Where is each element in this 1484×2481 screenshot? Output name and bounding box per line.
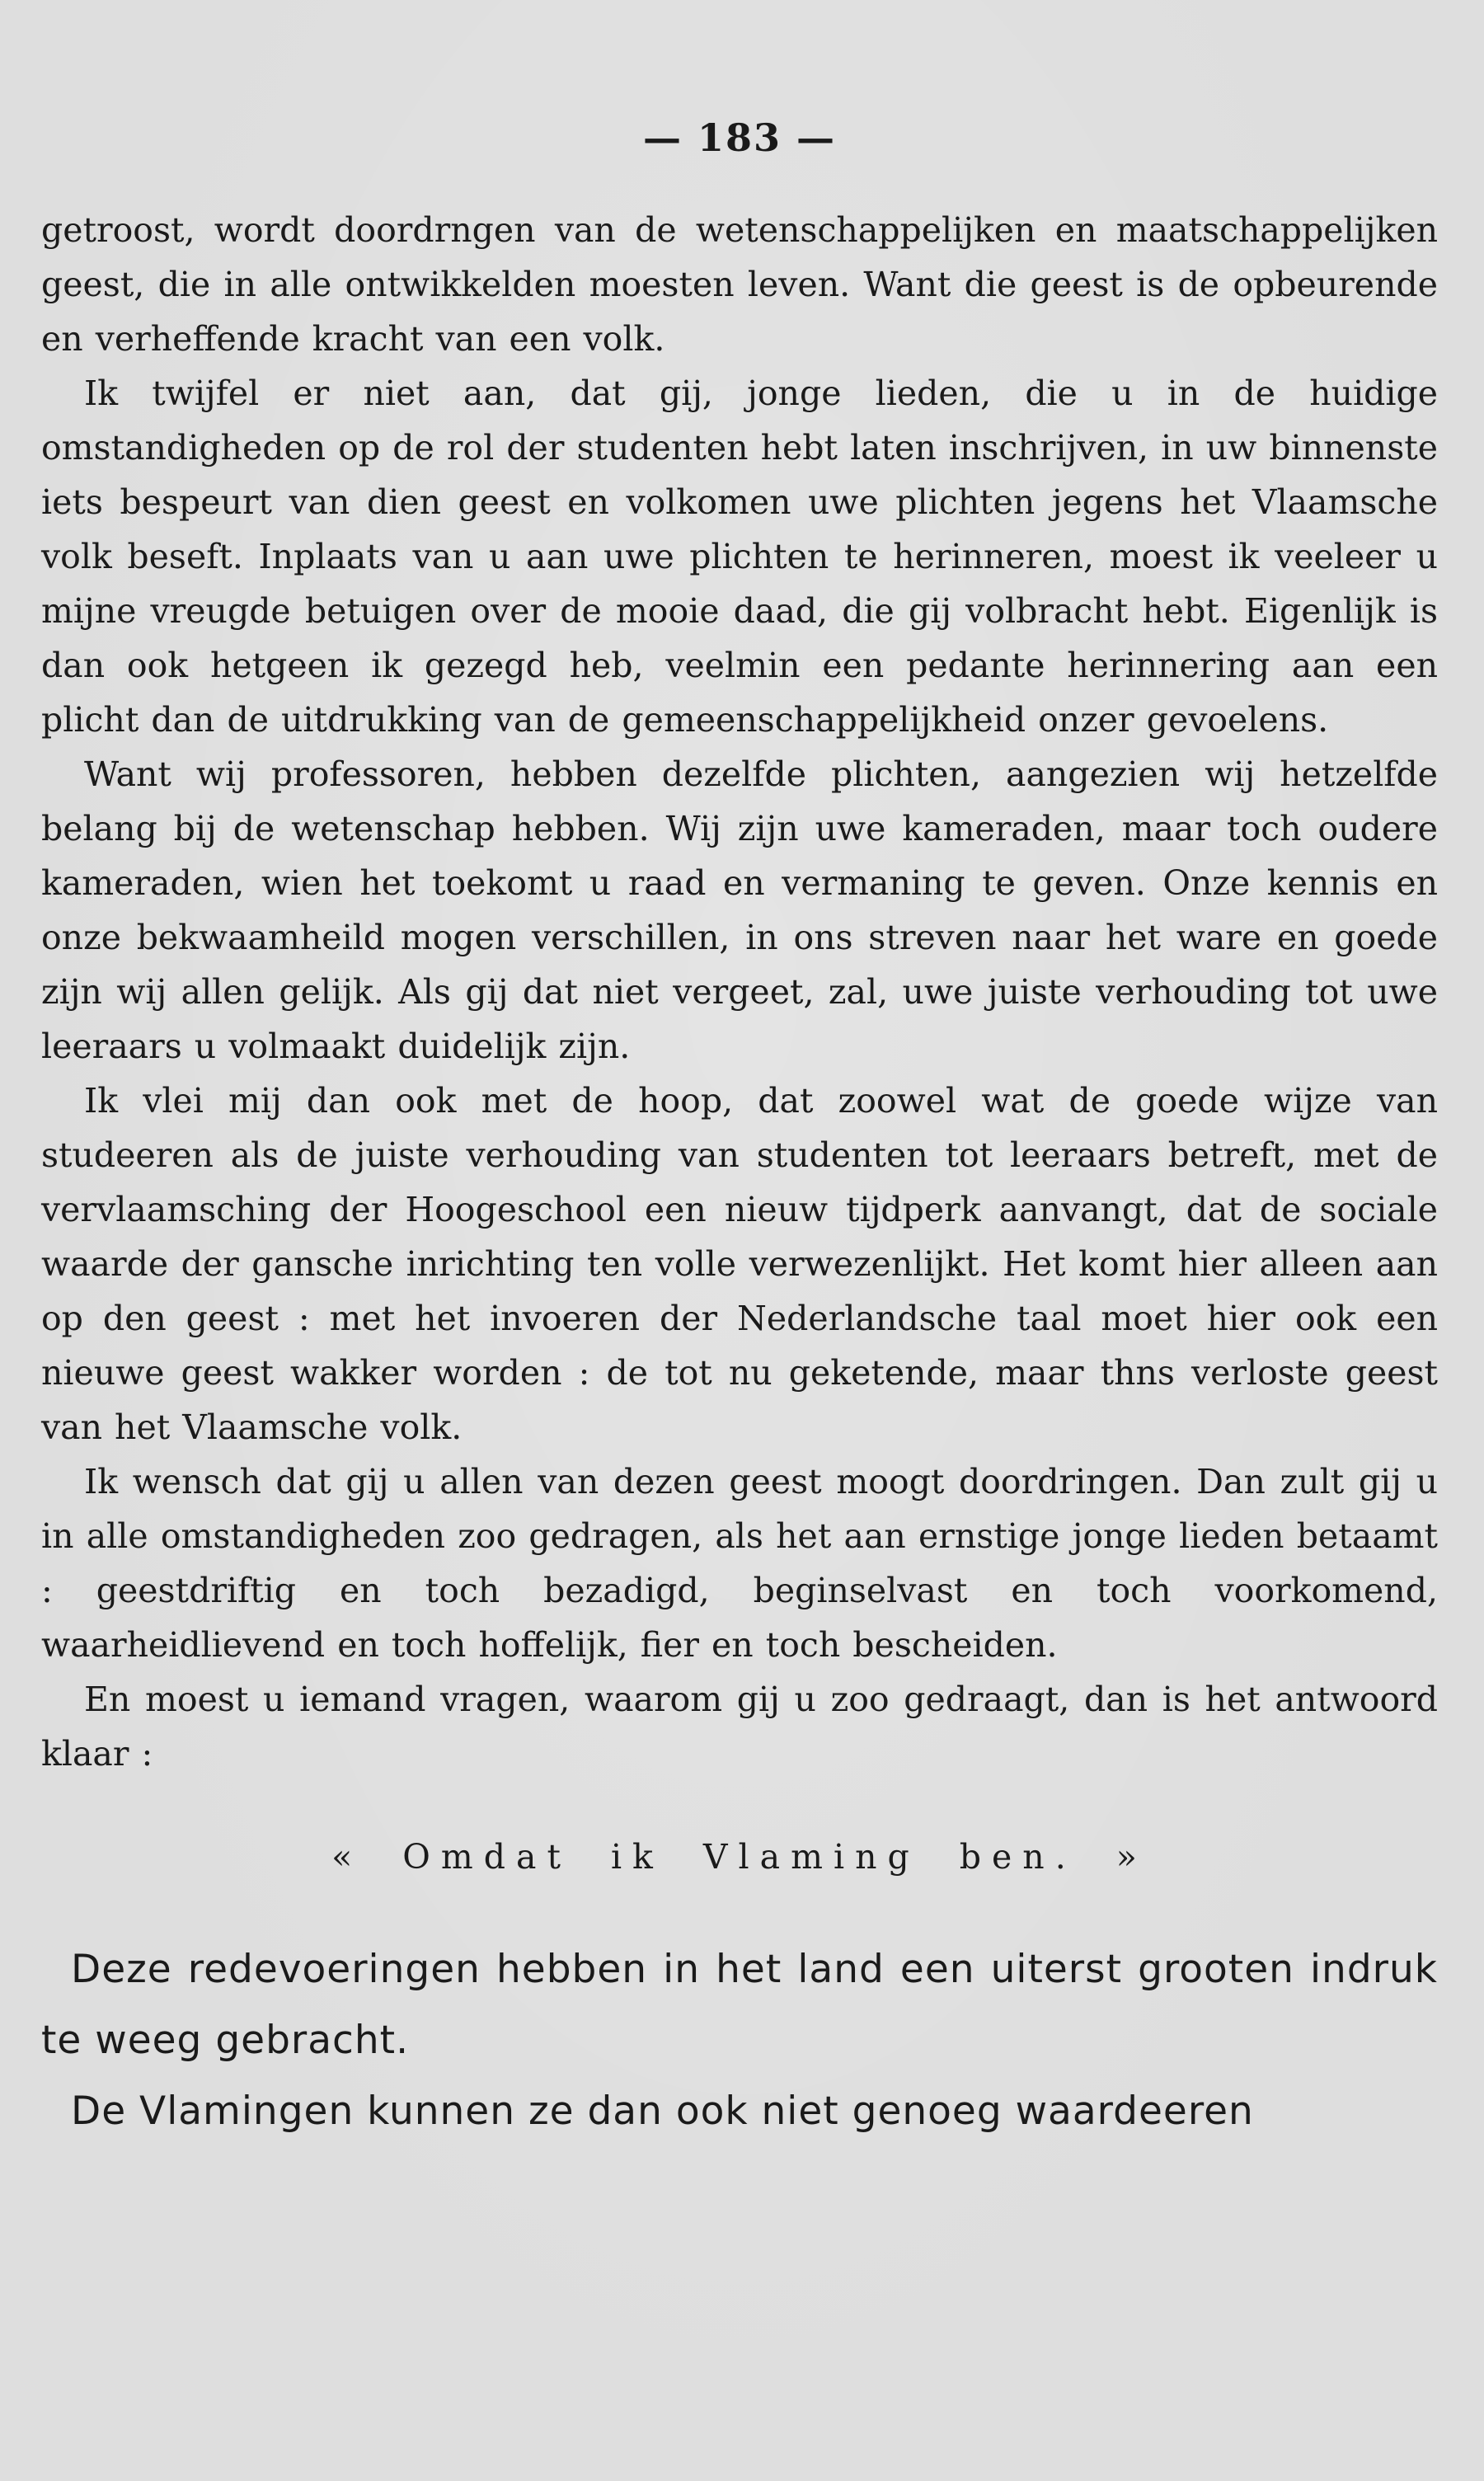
paragraph: Ik wensch dat gij u allen van dezen geest moogt doordringen. Dan zult gij u in alle omstandigheden zoo gedragen, als het aan ernstige jonge lieden betaamt : geestdriftig en toch bezadigd, beginselvast en toch voorkomend, waarheidlievend en toch hoffelijk, fier en toch bescheiden. xyxy=(41,1462,1438,1665)
paragraph: Want wij professoren, hebben dezelfde plichten, aangezien wij hetzelfde belang bij de wetenschap hebben. Wij zijn uwe kameraden, maar toch oudere kameraden, wien het toekomt u raad en vermaning te geven. Onze kennis en onze bekwaamheild mogen verschillen, in ons streven naar het ware en goede zijn wij allen gelijk. Als gij dat niet vergeet, zal, uwe juiste verhouding tot uwe leeraars u volmaakt duidelijk zijn. xyxy=(41,754,1438,1066)
commentary-paragraph: De Vlamingen kunnen ze dan ook niet genoeg waardeeren xyxy=(71,2089,1254,2134)
paragraph-continuation: getroost, wordt doordrngen van de wetenschappelijken en maatschappelijken geest, die in alle ontwikkelden moesten leven. Want die geest is de opbeurende en verheffende kracht van een volk. xyxy=(41,210,1438,359)
paragraph: Ik twijfel er niet aan, dat gij, jonge lieden, die u in de huidige omstandigheden op de rol der studenten hebt laten inschrijven, in uw binnenste iets bespeurt van dien geest en volkomen uwe plichten jegens het Vlaamsche volk beseft. Inplaats van u aan uwe plichten te herinneren, moest ik veeleer u mijne vreugde betuigen over de mooie daad, die gij volbracht hebt. Eigenlijk is dan ook hetgeen ik gezegd heb, veelmin een pedante herinnering aan een plicht dan de uitdrukking van de gemeenschappelijkheid onzer gevoelens. xyxy=(41,374,1438,740)
paragraph: En moest u iemand vragen, waarom gij u zoo gedraagt, dan is het antwoord klaar : xyxy=(41,1680,1438,1774)
commentary-paragraph: Deze redevoeringen hebben in het land een uiterst grooten indruk te weeg gebracht. xyxy=(41,1947,1438,2063)
closing-quote: « Omdat ik Vlaming ben. » xyxy=(331,1837,1148,1877)
page-number: — 183 — xyxy=(642,115,837,160)
paragraph: Ik vlei mij dan ook met de hoop, dat zoowel wat de goede wijze van studeeren als de juiste verhouding van studenten tot leeraars betreft, met de vervlaamsching der Hoogeschool een nieuw tijdperk aanvangt, dat de sociale waarde der gansche inrichting ten volle verwezenlijkt. Het komt hier alleen aan op den geest : met het invoeren der Nederlandsche taal moet hier ook een nieuwe geest wakker worden : de tot nu geketende, maar thns verloste geest van het Vlaamsche volk. xyxy=(41,1081,1438,1447)
